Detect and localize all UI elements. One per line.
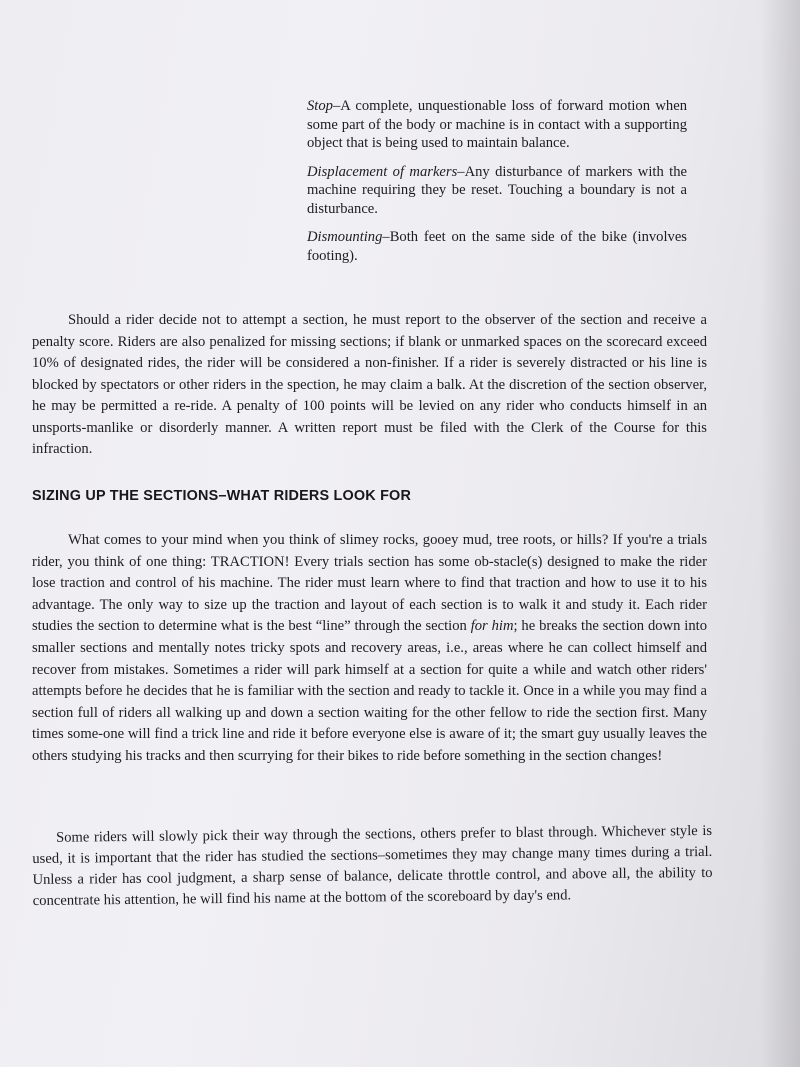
section-heading: SIZING UP THE SECTIONS–WHAT RIDERS LOOK FOR bbox=[32, 488, 412, 504]
definition-text: –A complete, unquestionable loss of forward motion when some part of the body or machine is in contact with a supporting object that is being used to maintain balance. bbox=[307, 98, 687, 151]
definition-text: –Any disturbance of markers with the machine requiring they be reset. Touching a boundary is not a disturbance. bbox=[307, 163, 687, 217]
definition-dismounting bbox=[307, 228, 687, 265]
paragraph-text: ; he breaks the section down into smaller sections and mentally notes tricky spots and recovery areas, i.e., areas where he can collect himself and recover from mistakes. Sometimes a rider will park himself at a section for quite a while and watch other riders' attempts before he decides that he is familiar with the section and ready to tackle it. Once in a while you may find a section full of riders all walking up and down a section waiting for the other fellow to ride the section first. Many times some-one will find a trick line and ride it before everyone else is aware of it; the smart guy usually leaves the others studying his tracks and then scurrying for their bikes to ride before something in the section changes! bbox=[32, 618, 707, 764]
paragraph-riding-style: Some riders will slowly pick their way through the sections, others prefer to blast through. Whichever style is used, it is important that the rider has studied the sections–sometimes they may change many times during a trial. Unless a rider has cool judgment, a sharp sense of balance, delicate throttle control, and above all, the ability to concentrate his attention, he will find his name at the bottom of the scoreboard by day's end. bbox=[32, 822, 713, 909]
definitions-list bbox=[307, 97, 687, 275]
definition-term: Displacement of markers bbox=[307, 163, 458, 180]
page-shadow bbox=[760, 0, 800, 1067]
definition-stop bbox=[307, 97, 687, 153]
paragraph-text: What comes to your mind when you think of slimey rocks, gooey mud, tree roots, or hills? If you're a trials rider, you think of one thing: TRACTION! Every trials section has some ob-stacle(s) designed to make the rider lose traction and control of his machine. The rider must learn where to find that traction and how to use it to his advantage. The only way to size up the traction and layout of each section is to walk it and study it. Each rider studies the section to determine what is the best “line” through the section bbox=[32, 532, 707, 635]
definition-text: –Both feet on the same side of the bike (involves footing). bbox=[307, 229, 687, 264]
paragraph-traction bbox=[32, 530, 707, 768]
definition-term: Stop bbox=[307, 98, 333, 114]
definition-displacement bbox=[307, 163, 687, 219]
definition-term: Dismounting bbox=[307, 229, 383, 245]
paragraph-penalties: Should a rider decide not to attempt a section, he must report to the observer of the section and receive a penalty score. Riders are also penalized for missing sections; if blank or unmarked spaces on the scorecard exceed 10% of designated rides, the rider will be considered a non-finisher. If a rider is severely distracted or his line is blocked by spectators or other riders in the spection, he may claim a balk. At the discretion of the section observer, he may be permitted a re-ride. A penalty of 100 points will be levied on any rider who conducts himself in an unsports-manlike or disorderly manner. A written report must be filed with the Clerk of the Course for this infraction. bbox=[32, 312, 707, 457]
paragraph-italic-text: for him bbox=[470, 618, 514, 635]
